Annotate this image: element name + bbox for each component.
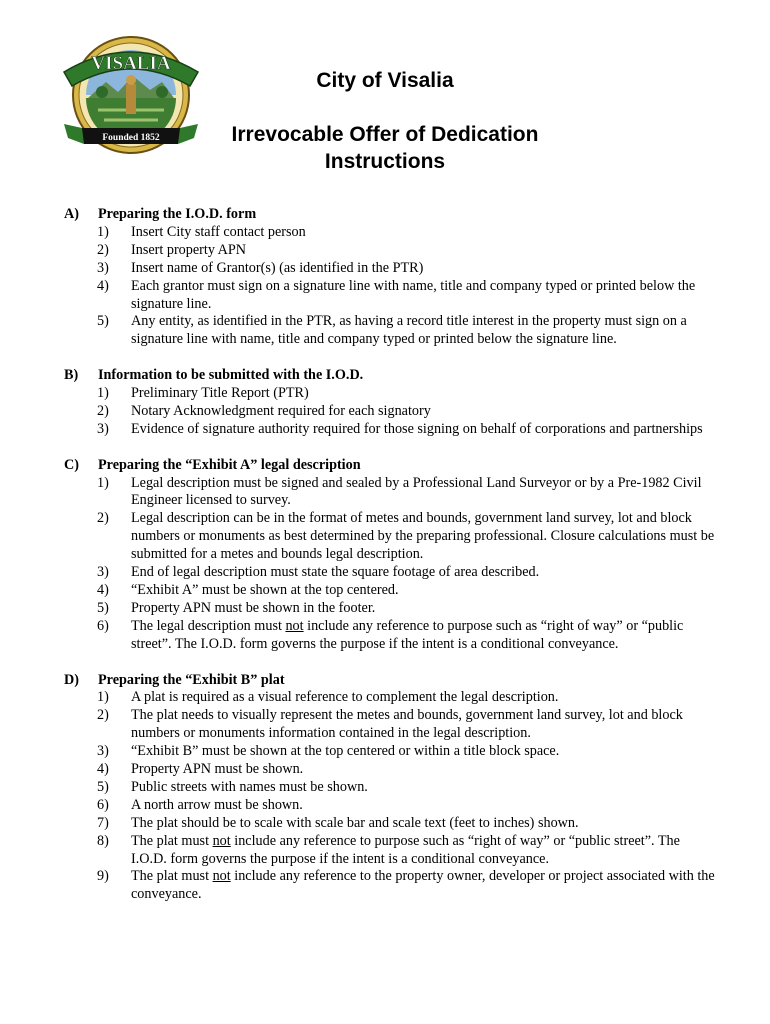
item-text-post: include any reference to purpose such as “right of way” or “public street”. The I.O.D. form governs the purpose if the intent is a conditional conveyance.: [131, 832, 680, 867]
section-b: [0, 367, 770, 439]
list-item: [0, 403, 770, 421]
item-number: 9): [97, 868, 109, 885]
list-item: [0, 761, 770, 779]
item-text: Property APN must be shown.: [131, 761, 304, 778]
list-item: [0, 797, 770, 815]
item-number: 3): [97, 743, 109, 760]
item-text: [131, 868, 716, 904]
list-item: [0, 260, 770, 278]
section-letter: C): [64, 456, 79, 473]
section-letter: B): [64, 367, 79, 384]
item-number: 3): [97, 564, 109, 581]
list-item: [0, 689, 770, 707]
item-text-pre: The plat must: [131, 832, 213, 849]
section-title: Preparing the “Exhibit A” legal description: [98, 456, 361, 473]
item-number: 4): [97, 761, 109, 778]
item-text: End of legal description must state the square footage of area described.: [131, 564, 540, 581]
item-number: 1): [97, 689, 109, 706]
item-number: 6): [97, 617, 109, 634]
list-item: [0, 743, 770, 761]
item-text: Legal description must be signed and sealed by a Professional Land Surveyor or by a Pre-1982 Civil Engineer licensed to survey.: [131, 474, 702, 509]
item-number: 6): [97, 796, 109, 813]
item-text-post: include any reference to the property owner, developer or project associated with the conveyance.: [131, 868, 715, 903]
list-item: [0, 224, 770, 242]
item-text: [131, 833, 716, 869]
city-title: City of Visalia: [316, 69, 454, 92]
section-letter: D): [64, 671, 79, 688]
item-text: Each grantor must sign on a signature line with name, title and company typed or printed below the signature line.: [131, 277, 696, 312]
item-text: Insert City staff contact person: [131, 223, 306, 240]
document-title: Irrevocable Offer of Dedication: [231, 123, 539, 146]
item-number: 4): [97, 277, 109, 294]
item-text: “Exhibit A” must be shown at the top centered.: [131, 582, 399, 598]
document-subtitle: Instructions: [324, 150, 446, 173]
list-item: [0, 278, 770, 314]
item-text: A plat is required as a visual reference to complement the legal description.: [131, 689, 559, 706]
item-text: Preliminary Title Report (PTR): [131, 385, 309, 402]
item-number: 1): [97, 474, 109, 491]
item-number: 5): [97, 313, 109, 330]
list-item: [0, 815, 770, 833]
item-number: 3): [97, 420, 109, 437]
seal-founded-text: Founded 1852: [102, 133, 160, 143]
list-item: [0, 421, 770, 439]
section-c: [0, 457, 770, 654]
item-number: 2): [97, 241, 109, 258]
section-d: [0, 672, 770, 905]
section-title: Information to be submitted with the I.O.D.: [98, 367, 364, 384]
item-number: 2): [97, 402, 109, 419]
item-text: Public streets with names must be shown.: [131, 778, 368, 795]
item-text-pre: The plat must: [131, 868, 213, 885]
list-item: [0, 313, 770, 349]
list-item: [0, 600, 770, 618]
item-text: Any entity, as identified in the PTR, as having a record title interest in the property must sign on a signature line with name, title and company typed or printed below the signature line.: [131, 313, 687, 348]
item-number: 4): [97, 582, 109, 598]
list-item: [0, 707, 770, 743]
item-number: 7): [97, 814, 109, 831]
list-item: [0, 779, 770, 797]
item-text: Evidence of signature authority required for those signing on behalf of corporations and partnerships: [131, 420, 703, 437]
item-text-underlined: not: [212, 868, 231, 885]
item-text: Notary Acknowledgment required for each signatory: [131, 402, 431, 419]
item-number: 3): [97, 259, 109, 276]
section-letter: A): [64, 206, 79, 222]
item-text: “Exhibit B” must be shown at the top centered or within a title block space.: [131, 743, 560, 760]
item-text: The plat should be to scale with scale bar and scale text (feet to inches) shown.: [131, 814, 579, 831]
list-item: [0, 582, 770, 600]
item-text-underlined: not: [285, 617, 304, 634]
item-text-pre: The legal description must: [131, 617, 286, 634]
list-item: [0, 510, 770, 564]
item-number: 2): [97, 707, 109, 724]
item-text: Insert property APN: [131, 241, 247, 258]
item-number: 5): [97, 599, 109, 616]
list-item: [0, 475, 770, 511]
item-number: 1): [97, 385, 109, 402]
list-item: [0, 833, 770, 869]
item-text: A north arrow must be shown.: [131, 796, 303, 813]
seal-city-name: VISALIA: [91, 53, 171, 74]
item-text: [131, 618, 716, 654]
item-number: 2): [97, 510, 109, 527]
item-number: 1): [97, 223, 109, 240]
list-item: [0, 618, 770, 654]
item-number: 5): [97, 778, 109, 795]
list-item: [0, 868, 770, 904]
item-text-post: include any reference to purpose such as “right of way” or “public street”. The I.O.D. form governs the purpose if the intent is a conditional conveyance.: [131, 617, 684, 652]
list-item: [0, 385, 770, 403]
item-text: Legal description can be in the format of metes and bounds, government land survey, lot and block numbers or monuments as best determined by the preparing professional. Closure calculations must be submitted for a metes and bounds legal description.: [131, 510, 715, 563]
instructions-body: [0, 206, 770, 922]
list-item: [0, 242, 770, 260]
section-title: Preparing the “Exhibit B” plat: [98, 671, 285, 688]
item-text: The plat needs to visually represent the metes and bounds, government land survey, lot and block numbers or monuments information contained in the legal description.: [131, 707, 683, 742]
list-item: [0, 564, 770, 582]
section-a: [0, 206, 770, 349]
item-text: Property APN must be shown in the footer.: [131, 599, 376, 616]
section-title: Preparing the I.O.D. form: [98, 206, 257, 222]
item-number: 8): [97, 832, 109, 849]
item-text-underlined: not: [212, 832, 231, 849]
city-seal-logo: [58, 32, 204, 158]
item-text: Insert name of Grantor(s) (as identified in the PTR): [131, 259, 424, 276]
